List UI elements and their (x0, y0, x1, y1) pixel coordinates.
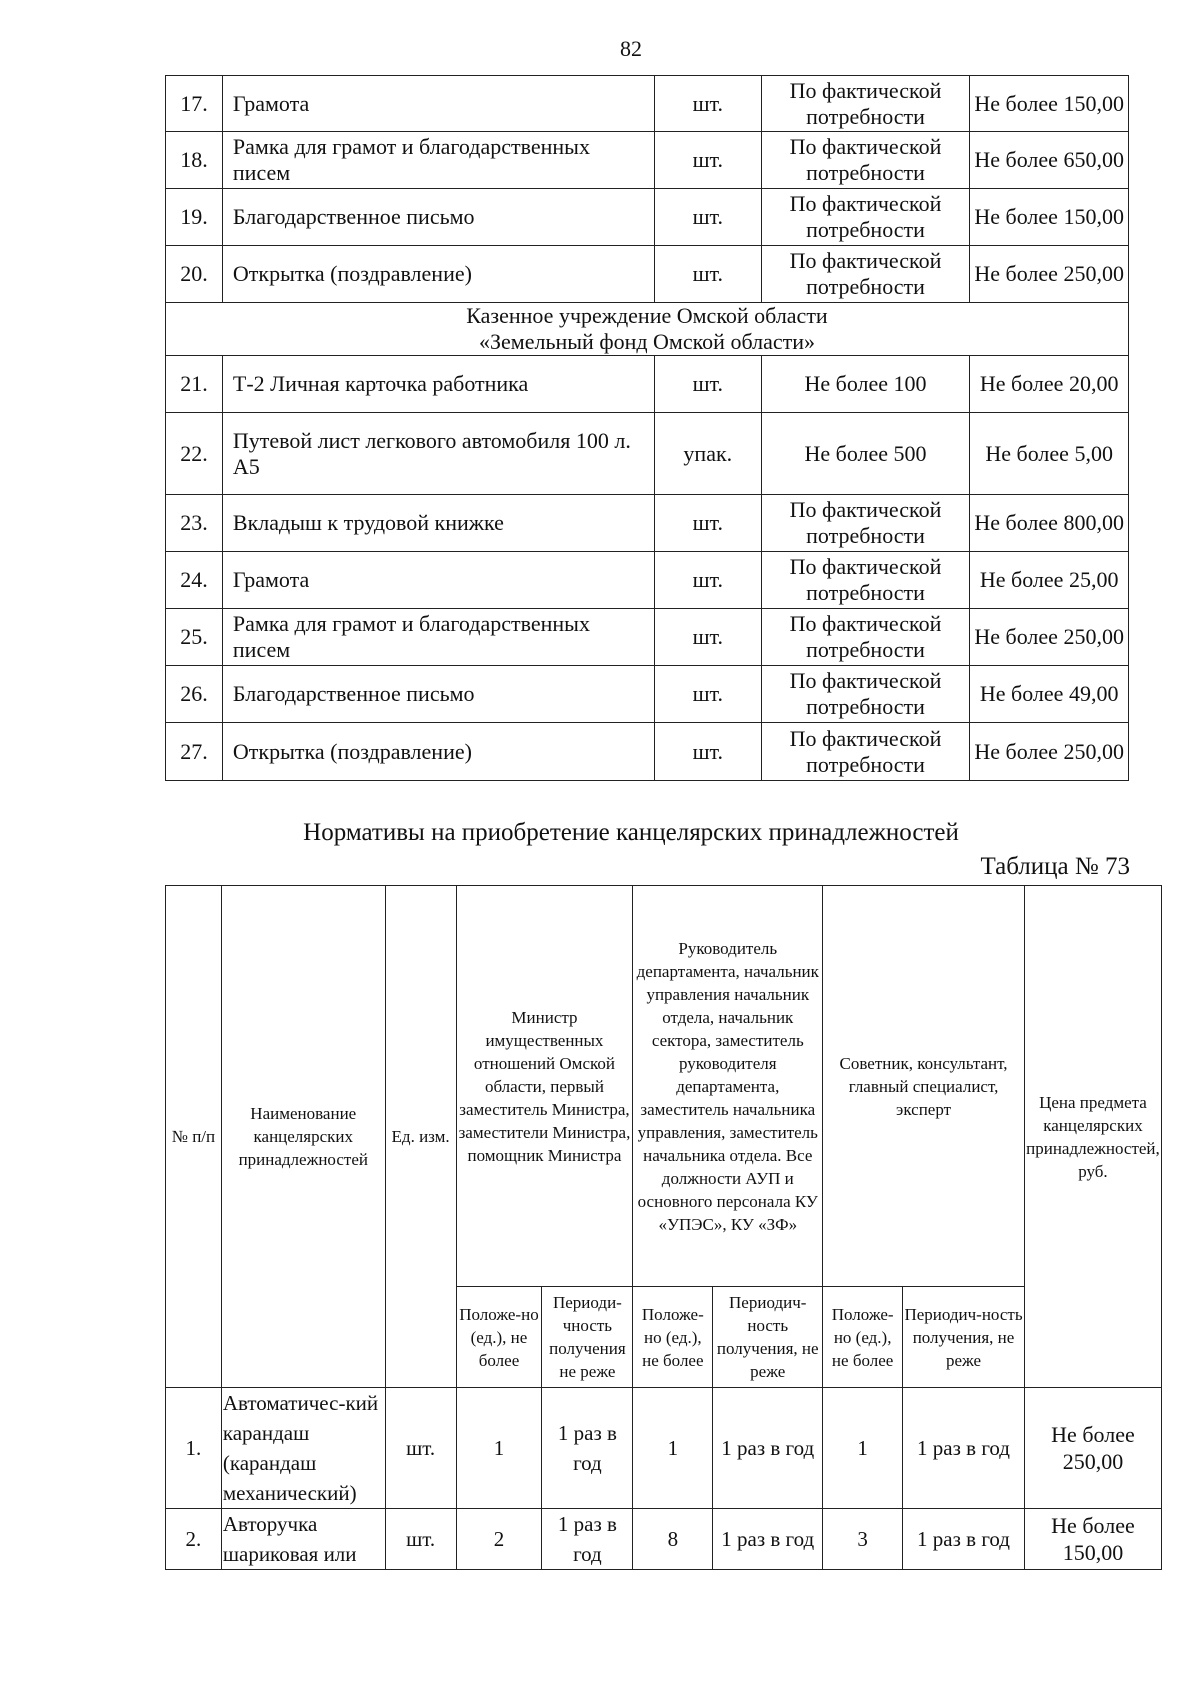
advisor-period: 1 раз в год (903, 1388, 1025, 1509)
row-number: 27. (166, 723, 223, 781)
price: Не более 150,00 (970, 189, 1129, 246)
price: Не более 800,00 (970, 495, 1129, 552)
stationery-norms-table (165, 885, 1162, 1570)
advisor-qty: 3 (823, 1509, 903, 1570)
row-number: 22. (166, 413, 223, 495)
price: Не более 49,00 (970, 666, 1129, 723)
subheader-qty: Положе-но (ед.), не более (633, 1287, 713, 1388)
row-number: 19. (166, 189, 223, 246)
item-name: Вкладыш к трудовой книжке (222, 495, 654, 552)
table-number-label: Таблица № 73 (980, 853, 1130, 880)
subheader-qty: Положе-но (ед.), не более (456, 1287, 542, 1388)
quantity: По фактической потребности (761, 189, 970, 246)
row-number: 24. (166, 552, 223, 609)
unit: шт. (654, 495, 761, 552)
unit: шт. (654, 666, 761, 723)
row-number: 2. (166, 1509, 222, 1570)
section-heading: Нормативы на приобретение канцелярских принадлежностей (303, 819, 959, 846)
header-num: № п/п (166, 886, 222, 1388)
department-period: 1 раз в год (713, 1388, 823, 1509)
item-name: Т-2 Личная карточка работника (222, 356, 654, 413)
row-number: 21. (166, 356, 223, 413)
section-title-line2: «Земельный фонд Омской области» (479, 329, 815, 354)
minister-period: 1 раз в год (542, 1509, 633, 1570)
table-row (166, 356, 1129, 413)
section-title-line1: Казенное учреждение Омской области (466, 303, 828, 328)
quantity: По фактической потребности (761, 609, 970, 666)
unit: шт. (654, 723, 761, 781)
price: Не более 250,00 (970, 246, 1129, 303)
table-row (166, 189, 1129, 246)
section-title (166, 303, 1129, 356)
price: Не более 5,00 (970, 413, 1129, 495)
header-group-department: Руководитель департамента, начальник управления начальник отдела, начальник сектора, заместитель руководителя департамента, заместитель начальника управления, заместитель начальника отдела. Все должности АУП и основного персонала КУ «УПЭС», КУ «ЗФ» (633, 886, 823, 1287)
page-number: 82 (620, 36, 642, 61)
table-row (166, 609, 1129, 666)
department-qty: 8 (633, 1509, 713, 1570)
item-name: Грамота (222, 76, 654, 132)
advisor-qty: 1 (823, 1388, 903, 1509)
header-row-main (166, 886, 1162, 1287)
item-name: Рамка для грамот и благодарственных писем (222, 609, 654, 666)
quantity: По фактической потребности (761, 666, 970, 723)
item-name: Благодарственное письмо (222, 189, 654, 246)
quantity: По фактической потребности (761, 246, 970, 303)
item-name: Открытка (поздравление) (222, 246, 654, 303)
unit: шт. (654, 76, 761, 132)
table-row (166, 666, 1129, 723)
table-row (166, 246, 1129, 303)
row-number: 26. (166, 666, 223, 723)
row-number: 25. (166, 609, 223, 666)
minister-qty: 2 (456, 1509, 542, 1570)
unit: шт. (654, 609, 761, 666)
header-price: Цена предмета канцелярских принадлежностей, руб. (1024, 886, 1161, 1388)
unit: шт. (385, 1509, 456, 1570)
advisor-period: 1 раз в год (903, 1509, 1025, 1570)
unit: шт. (654, 132, 761, 189)
minister-qty: 1 (456, 1388, 542, 1509)
header-group-minister: Министр имущественных отношений Омской области, первый заместитель Министра, заместители Министра, помощник Министра (456, 886, 633, 1287)
quantity: Не более 500 (761, 413, 970, 495)
header-name: Наименование канцелярских принадлежностей (221, 886, 385, 1388)
norms-table-continued (165, 75, 1129, 781)
unit: шт. (654, 189, 761, 246)
quantity: По фактической потребности (761, 495, 970, 552)
header-unit: Ед. изм. (385, 886, 456, 1388)
unit: шт. (385, 1388, 456, 1509)
unit: шт. (654, 552, 761, 609)
table-row (166, 1388, 1162, 1509)
department-qty: 1 (633, 1388, 713, 1509)
minister-period: 1 раз в год (542, 1388, 633, 1509)
table-row (166, 552, 1129, 609)
price: Не более 150,00 (1024, 1509, 1161, 1570)
quantity: По фактической потребности (761, 552, 970, 609)
table-row (166, 132, 1129, 189)
unit: шт. (654, 356, 761, 413)
quantity: По фактической потребности (761, 723, 970, 781)
row-number: 1. (166, 1388, 222, 1509)
item-name: Авторучка шариковая или (221, 1509, 385, 1570)
row-number: 18. (166, 132, 223, 189)
price: Не более 250,00 (970, 609, 1129, 666)
item-name: Автоматичес-кий карандаш (карандаш механический) (221, 1388, 385, 1509)
price: Не более 25,00 (970, 552, 1129, 609)
row-number: 17. (166, 76, 223, 132)
price: Не более 250,00 (970, 723, 1129, 781)
table-row (166, 413, 1129, 495)
table-row (166, 76, 1129, 132)
subheader-qty: Положе-но (ед.), не более (823, 1287, 903, 1388)
row-number: 23. (166, 495, 223, 552)
department-period: 1 раз в год (713, 1509, 823, 1570)
section-row (166, 303, 1129, 356)
row-number: 20. (166, 246, 223, 303)
table-row (166, 723, 1129, 781)
quantity: Не более 100 (761, 356, 970, 413)
subheader-period: Периодич-ность получения, не реже (903, 1287, 1025, 1388)
unit: шт. (654, 246, 761, 303)
item-name: Рамка для грамот и благодарственных писем (222, 132, 654, 189)
price: Не более 150,00 (970, 76, 1129, 132)
quantity: По фактической потребности (761, 132, 970, 189)
item-name: Путевой лист легкового автомобиля 100 л. А5 (222, 413, 654, 495)
price: Не более 650,00 (970, 132, 1129, 189)
table-row (166, 495, 1129, 552)
table-row (166, 1509, 1162, 1570)
subheader-period: Периоди-чность получения не реже (542, 1287, 633, 1388)
item-name: Грамота (222, 552, 654, 609)
price: Не более 20,00 (970, 356, 1129, 413)
unit: упак. (654, 413, 761, 495)
header-group-advisor: Советник, консультант, главный специалист, эксперт (823, 886, 1025, 1287)
price: Не более 250,00 (1024, 1388, 1161, 1509)
item-name: Благодарственное письмо (222, 666, 654, 723)
quantity: По фактической потребности (761, 76, 970, 132)
subheader-period: Периодич-ность получения, не реже (713, 1287, 823, 1388)
item-name: Открытка (поздравление) (222, 723, 654, 781)
